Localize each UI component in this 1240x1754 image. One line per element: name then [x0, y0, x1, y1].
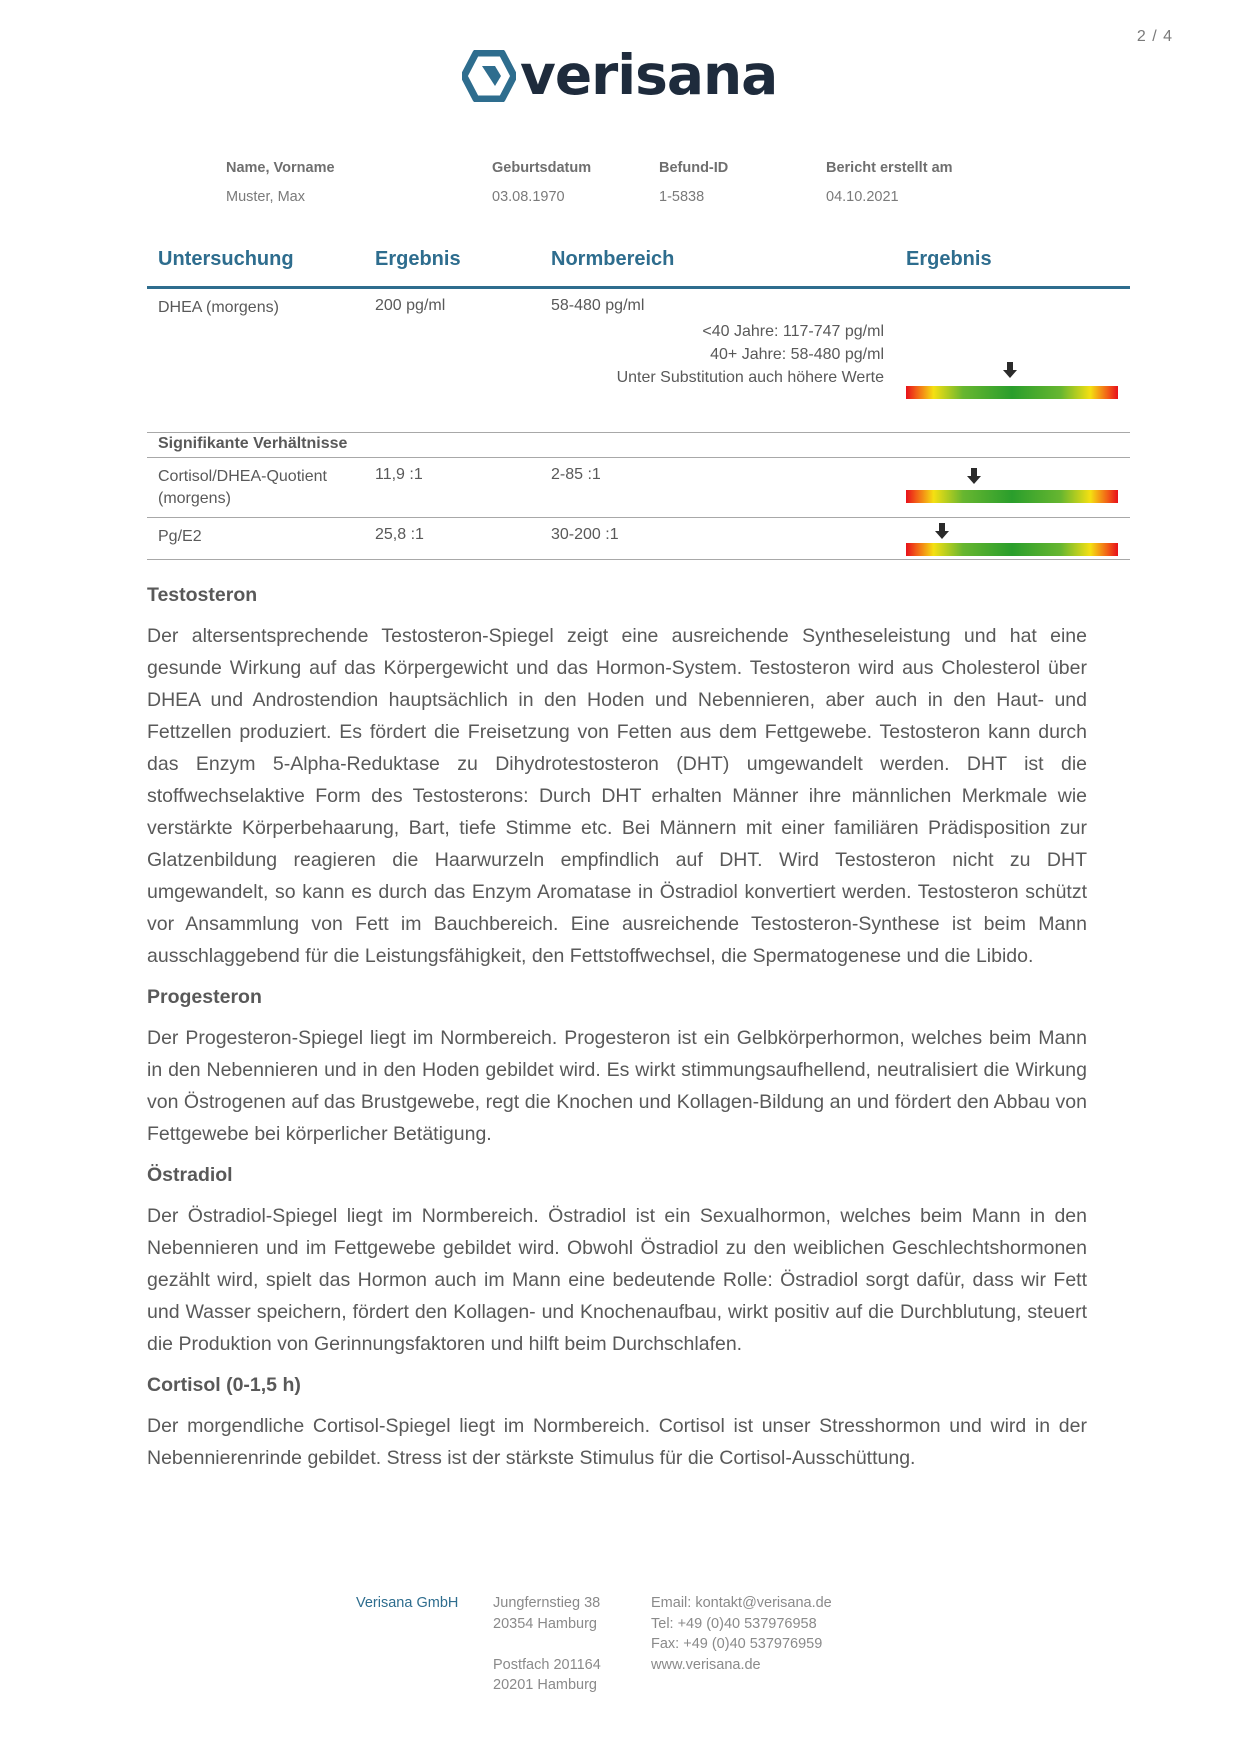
dhea-gauge-bar	[906, 386, 1118, 399]
cortisol-dhea-name-line1: Cortisol/DHEA-Quotient	[158, 468, 327, 485]
section-text-cortisol: Der morgendliche Cortisol-Spiegel liegt im Normbereich. Cortisol ist unser Stresshormon und wird in der Nebennierenrinde gebildet. Stress ist der stärkste Stimulus für die Cortisol-Ausschüttung.	[147, 1415, 1087, 1469]
section-title-progesteron: Progesteron	[147, 986, 262, 1008]
pg-e2-result: 25,8 :1	[375, 526, 424, 543]
footer-company: Verisana GmbH	[356, 1595, 459, 1611]
name-value: Muster, Max	[226, 189, 305, 205]
ratios-section-label: Signifikante Verhältnisse	[147, 433, 1130, 458]
dhea-note-1: <40 Jahre: 117-747 pg/ml	[702, 323, 884, 340]
page-number: 2 / 4	[1136, 28, 1173, 45]
report-id-label: Befund-ID	[659, 160, 729, 176]
cortisol-dhea-name	[158, 466, 327, 510]
cortisol-dhea-range: 2-85 :1	[551, 466, 601, 483]
section-text-oestradiol: Der Östradiol-Spiegel liegt im Normbereich. Östradiol ist ein Sexualhormon, welches beim Mann in den Nebennieren und im Fettgewebe gebildet wird. Obwohl Östradiol zu den weiblichen Geschlechtshormonen gezählt wird, spielt das Hormon auch im Mann eine bedeutende Rolle: Östradiol sorgt dafür, dass wir Fett und Wasser speichern, fördert den Kollagen- und Knochenaufbau, wirkt positiv auf die Durchblutung, steuert die Produktion von Gerinnungsfaktoren und hilft beim Durchschlafen.	[147, 1205, 1087, 1355]
footer-city: 20354 Hamburg	[493, 1615, 597, 1632]
patient-info	[0, 160, 1240, 220]
col-header-graph: Ergebnis	[906, 248, 992, 270]
footer-address	[493, 1593, 601, 1696]
cortisol-dhea-gauge-bar	[906, 490, 1118, 503]
footer-email: Email: kontakt@verisana.de	[651, 1595, 832, 1611]
cortisol-dhea-name-line2: (morgens)	[158, 490, 231, 507]
dob-value: 03.08.1970	[492, 189, 565, 205]
section-text-testosteron: Der altersentsprechende Testosteron-Spiegel zeigt eine ausreichende Syntheseleistung und hat eine gesunde Wirkung auf das Körpergewicht und das Hormon-System. Testosteron wird aus Cholesterol über DHEA und Androstendion hauptsächlich in den Hoden und Nebennieren, aber auch in den Haut- und Fettzellen produziert. Es fördert die Freisetzung von Fetten aus dem Fettgewebe. Testosteron kann durch das Enzym 5-Alpha-Reduktase zu Dihydrotestosteron (DHT) umgewandelt werden. DHT ist die stoffwechselaktive Form des Testosterons: Durch DHT erhalten Männer ihre männlichen Merkmale wie verstärkte Körperbehaarung, Bart, tiefe Stimme etc. Bei Männern mit einer familiären Prädisposition zur Glatzenbildung reagieren die Haarwurzeln empfindlich auf DHT. Wird Testosteron nicht zu DHT umgewandelt, so kann es durch das Enzym Aromatase in Östradiol konvertiert werden. Testosteron schützt vor Ansammlung von Fett im Bauchbereich. Eine ausreichende Testosteron-Synthese ist beim Mann ausschlaggebend für die Leistungsfähigkeit, den Fettstoffwechsel, die Spermatogenese und die Libido.	[147, 625, 1087, 967]
dhea-range-notes	[617, 320, 884, 389]
pg-e2-gauge-bar	[906, 543, 1118, 556]
dhea-note-2: 40+ Jahre: 58-480 pg/ml	[710, 346, 884, 363]
name-label: Name, Vorname	[226, 160, 335, 176]
section-title-testosteron: Testosteron	[147, 584, 258, 606]
cortisol-dhea-result: 11,9 :1	[375, 466, 423, 483]
report-id-value: 1-5838	[659, 189, 705, 205]
table-row-dhea	[147, 289, 1130, 433]
section-text-progesteron: Der Progesteron-Spiegel liegt im Normbereich. Progesteron ist ein Gelbkörperhormon, welches beim Mann in den Nebennieren und in den Hoden gebildet wird. Es wirkt stimmungsaufhellend, neutralisiert die Wirkung von Östrogenen auf das Brustgewebe, regt die Knochen und Kollagen-Bildung an und fördert den Abbau von Fettgewebe bei körperlicher Betätigung.	[147, 1027, 1087, 1145]
footer-street: Jungfernstieg 38	[493, 1595, 601, 1611]
dhea-range: 58-480 pg/ml	[551, 297, 645, 314]
footer-po-box: Postfach 201164	[493, 1656, 601, 1673]
table-header	[147, 244, 1130, 289]
pg-e2-range: 30-200 :1	[551, 526, 619, 543]
brand-logo	[462, 43, 778, 107]
dob-label: Geburtsdatum	[492, 160, 592, 176]
footer-contact	[651, 1593, 832, 1675]
section-title-oestradiol: Östradiol	[147, 1164, 233, 1186]
dhea-result: 200 pg/ml	[375, 297, 446, 314]
results-table	[147, 244, 1130, 560]
col-header-range: Normbereich	[551, 248, 675, 270]
col-header-test: Untersuchung	[158, 248, 294, 270]
report-date-value: 04.10.2021	[826, 189, 899, 205]
interpretation-text	[147, 582, 1087, 1486]
footer-fax: Fax: +49 (0)40 537976959	[651, 1636, 823, 1652]
table-row-pg-e2	[147, 518, 1130, 560]
footer-po-city: 20201 Hamburg	[493, 1677, 597, 1693]
dhea-name: DHEA (morgens)	[158, 299, 279, 316]
dhea-marker-arrow-icon	[1002, 362, 1018, 379]
hexagon-logo-icon	[462, 50, 516, 102]
footer-tel: Tel: +49 (0)40 537976958	[651, 1615, 817, 1632]
dhea-note-3: Unter Substitution auch höhere Werte	[616, 369, 884, 386]
brand-name: verisana	[520, 43, 778, 107]
section-title-cortisol: Cortisol (0-1,5 h)	[147, 1374, 301, 1396]
pg-e2-marker-arrow-icon	[934, 523, 950, 540]
footer-web: www.verisana.de	[651, 1656, 761, 1673]
col-header-result: Ergebnis	[375, 248, 461, 270]
report-date-label: Bericht erstellt am	[826, 160, 953, 176]
cortisol-dhea-marker-arrow-icon	[966, 468, 982, 485]
table-row-cortisol-dhea	[147, 458, 1130, 518]
pg-e2-name: Pg/E2	[158, 528, 202, 545]
